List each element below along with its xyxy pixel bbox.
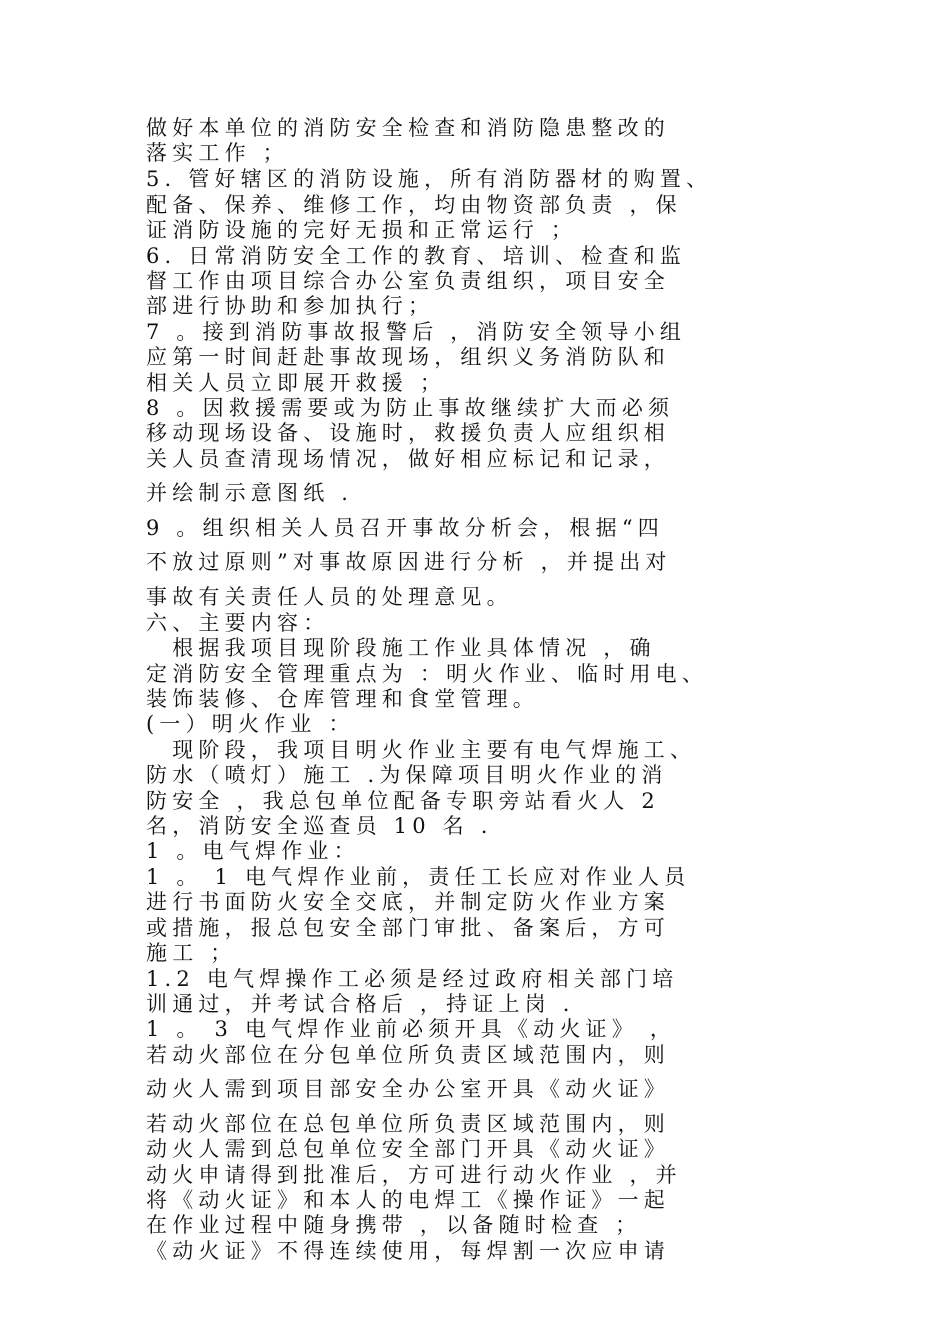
text-line: 防安全 ，我总包单位配备专职旁站看火人 2 <box>146 789 660 813</box>
text-line: 做好本单位的消防安全检查和消防隐患整改的 <box>146 116 670 140</box>
text-line: 动火人需到总包单位安全部门开具《动火证》 <box>146 1137 670 1161</box>
text-line: 配备、保养、维修工作，均由物资部负责 ，保 <box>146 193 682 217</box>
text-line: 应第一时间赶赴事故现场，组织义务消防队和 <box>146 345 670 369</box>
text-line: 定消防安全管理重点为 ：明火作业、临时用电、 <box>146 662 709 686</box>
text-line: 证消防设施的完好无损和正常运行 ； <box>146 218 578 242</box>
text-line: 若动火部位在总包单位所负责区域范围内，则 <box>146 1112 670 1136</box>
text-line: 5. 管好辖区的消防设施，所有消防器材的购置、 <box>146 167 713 191</box>
text-line: 1 。电气焊作业： <box>146 839 360 863</box>
text-line: 不放过原则”对事故原因进行分析 ，并提出对 <box>146 550 672 574</box>
text-line: 督工作由项目综合办公室负责组织，项目安全 <box>146 269 670 293</box>
text-line: 移动现场设备、设施时，救援负责人应组织相 <box>146 421 670 445</box>
text-line: 关人员查清现场情况，做好相应标记和记录， <box>146 447 670 471</box>
text-line: 8 。因救援需要或为防止事故继续扩大而必须 <box>146 396 675 420</box>
text-line: 将《动火证》和本人的电焊工《操作证》一起 <box>146 1188 670 1212</box>
text-line: 根据我项目现阶段施工作业具体情况 ，确 <box>146 636 656 660</box>
text-line: 相关人员立即展开救援 ； <box>146 371 447 395</box>
text-line: 并绘制示意图纸 . <box>146 481 354 505</box>
text-line: 装饰装修、仓库管理和食堂管理。 <box>146 687 539 711</box>
text-line: 六、主要内容： <box>146 611 330 635</box>
text-line: 1 。 1 电气焊作业前，责任工长应对作业人员 <box>146 865 691 889</box>
text-line: 落实工作 ； <box>146 141 289 165</box>
text-line: 1 。 3 电气焊作业前必须开具《动火证》 ， <box>146 1017 677 1041</box>
text-line: 《动火证》不得连续使用，每焊割一次应申请 <box>146 1239 670 1263</box>
text-line: 防水（喷灯）施工 .为保障项目明火作业的消 <box>146 763 668 787</box>
text-line: 动火申请得到批准后，方可进行动火作业 ，并 <box>146 1163 682 1187</box>
text-line: (一）明火作业 ： <box>146 712 355 736</box>
text-line: 名，消防安全巡查员 10 名 . <box>146 814 493 838</box>
text-line: 现阶段，我项目明火作业主要有电气焊施工、 <box>146 738 697 762</box>
text-line: 施工 ； <box>146 941 237 965</box>
text-line: 动火人需到项目部安全办公室开具《动火证》 <box>146 1077 670 1101</box>
text-line: 训通过，并考试合格后 ，持证上岗 . <box>146 992 575 1016</box>
text-line: 1.2 电气焊操作工必须是经过政府相关部门培 <box>146 967 679 991</box>
text-line: 7 。接到消防事故报警后 ，消防安全领导小组 <box>146 320 687 344</box>
text-line: 或措施，报总包安全部门审批、备案后，方可 <box>146 916 670 940</box>
text-line: 进行书面防火安全交底，并制定防火作业方案 <box>146 890 670 914</box>
text-line: 部进行协助和参加执行； <box>146 294 435 318</box>
text-line: 事故有关责任人员的处理意见。 <box>146 585 513 609</box>
text-line: 9 。组织相关人员召开事故分析会，根据“四 <box>146 516 664 540</box>
text-line: 6. 日常消防安全工作的教育、培训、检查和监 <box>146 244 687 268</box>
text-line: 若动火部位在分包单位所负责区域范围内，则 <box>146 1043 670 1067</box>
text-line: 在作业过程中随身携带 ，以备随时检查 ； <box>146 1213 642 1237</box>
